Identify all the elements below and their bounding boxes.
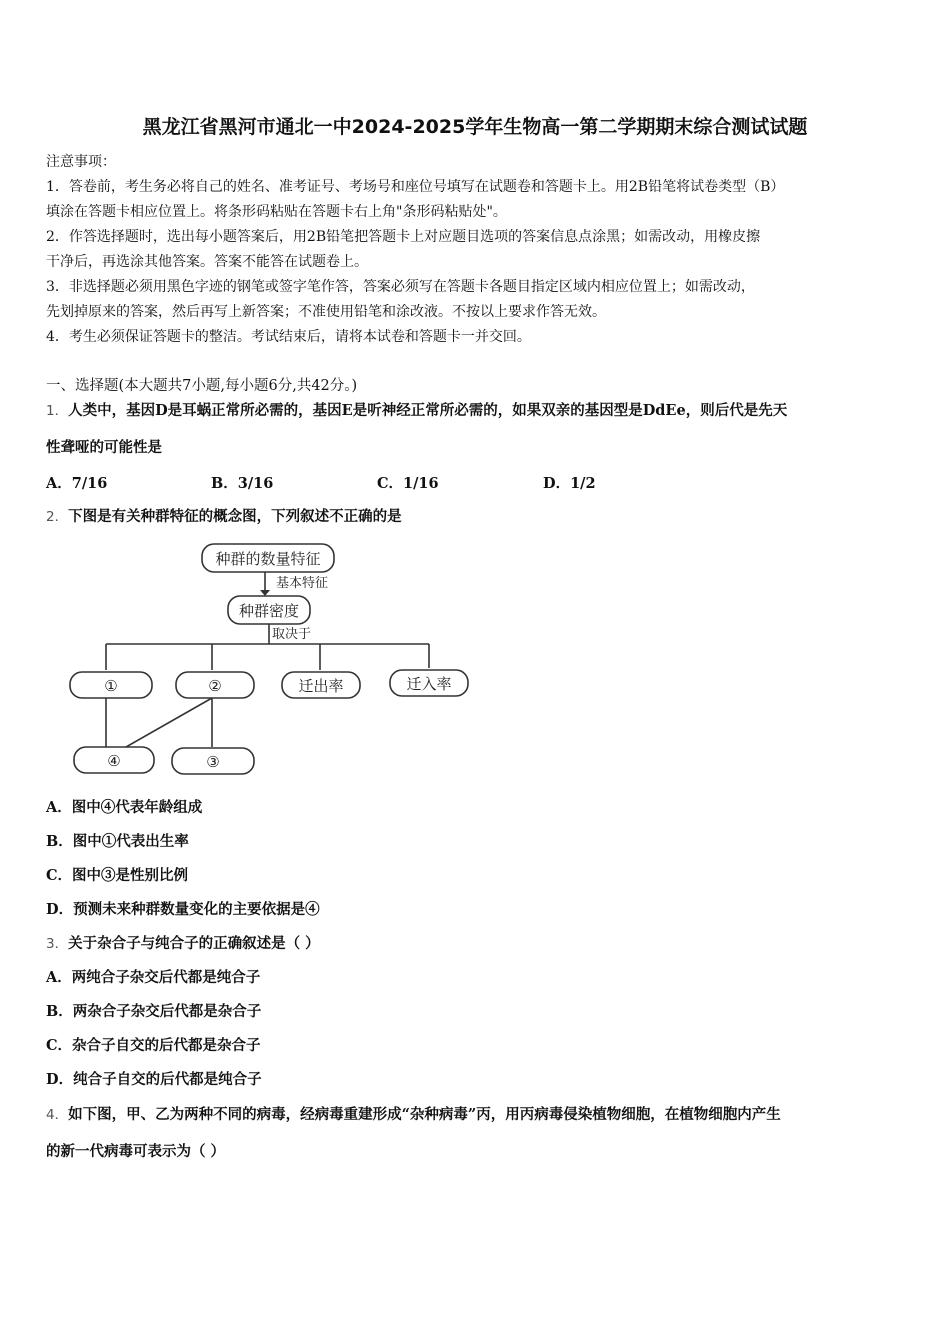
- top-box-label: 种群的数量特征: [215, 550, 321, 568]
- option-d: D．1/2: [543, 475, 596, 492]
- question-text: 关于杂合子与纯合子的正确叙述是（ ）: [68, 935, 320, 952]
- notice-item: 1．答卷前，考生务必将自己的姓名、准考证号、考场号和座位号填写在试题卷和答题卡上。用2B铅笔将试卷类型（B）: [46, 179, 785, 195]
- notice-item: 2．作答选择题时，选出每小题答案后，用2B铅笔把答题卡上对应题目选项的答案信息点涂黑；如需改动，用橡皮擦: [46, 229, 761, 245]
- q2-option-c: C．图中③是性别比例: [46, 867, 189, 884]
- section-heading: 一、选择题(本大题共7小题,每小题6分,共42分。): [46, 378, 358, 394]
- question-text-cont: 性聋哑的可能性是: [46, 439, 162, 456]
- q2-option-d: D．预测未来种群数量变化的主要依据是④: [46, 901, 320, 918]
- q3-option-c: C．杂合子自交的后代都是杂合子: [46, 1037, 261, 1054]
- q3-option-d: D．纯合子自交的后代都是纯合子: [46, 1071, 262, 1088]
- immigration-label: 迁入率: [406, 675, 452, 693]
- q2-option-a: A．图中④代表年龄组成: [46, 799, 203, 816]
- notice-heading: 注意事项：: [46, 154, 116, 170]
- notice-item: 3．非选择题必须用黑色字迹的钢笔或签字笔作答，答案必须写在答题卡各题目指定区域内相应位置上；如需改动，: [46, 279, 755, 295]
- question-4: [46, 1105, 908, 1125]
- question-number: 2．: [46, 509, 69, 525]
- question-text-cont: 的新一代病毒可表示为（ ）: [46, 1143, 226, 1160]
- notice-item: 先划掉原来的答案，然后再写上新答案；不准使用铅笔和涂改液。不按以上要求作答无效。: [46, 304, 606, 320]
- question-3: [46, 934, 908, 954]
- notice-item: 干净后，再选涂其他答案。答案不能答在试题卷上。: [46, 254, 368, 270]
- exam-title: 黑龙江省黑河市通北一中2024-2025学年生物高一第二学期期末综合测试试题: [142, 116, 808, 138]
- q1-options: [46, 472, 908, 492]
- emigration-label: 迁出率: [298, 677, 344, 695]
- question-text: 如下图，甲、乙为两种不同的病毒，经病毒重建形成“杂种病毒”丙，用丙病毒侵染植物细胞，在植物细胞内产生: [68, 1106, 781, 1123]
- question-text: 下图是有关种群特征的概念图，下列叙述不正确的是: [68, 508, 402, 525]
- q2-option-b: B．图中①代表出生率: [46, 833, 189, 850]
- q3-option-b: B．两杂合子杂交后代都是杂合子: [46, 1003, 262, 1020]
- question-1: [46, 401, 908, 421]
- box-1-label: ①: [104, 677, 118, 695]
- box-4-label: ④: [107, 752, 121, 770]
- option-c: C．1/16: [377, 475, 439, 492]
- edge-label-basic: 基本特征: [276, 576, 329, 591]
- box-2-label: ②: [208, 677, 222, 695]
- box-3-label: ③: [206, 753, 220, 771]
- notice-item: 填涂在答题卡相应位置上。将条形码粘贴在答题卡右上角"条形码粘贴处"。: [46, 204, 507, 220]
- population-concept-diagram: [62, 536, 482, 781]
- notice-item: 4．考生必须保证答题卡的整洁。考试结束后，请将本试卷和答题卡一并交回。: [46, 329, 531, 345]
- option-b: B．3/16: [211, 475, 274, 492]
- mid-box-label: 种群密度: [238, 602, 300, 620]
- question-text: 人类中，基因D是耳蜗正常所必需的，基因E是听神经正常所必需的，如果双亲的基因型是DdEe，则后代是先天: [68, 402, 788, 419]
- q3-option-a: A．两纯合子杂交后代都是纯合子: [46, 969, 261, 986]
- question-number: 3．: [46, 936, 69, 952]
- question-2: [46, 507, 908, 527]
- question-number: 1．: [46, 403, 69, 419]
- question-number: 4．: [46, 1107, 69, 1123]
- option-a: A．7/16: [46, 475, 108, 492]
- edge-label-depends: 取决于: [272, 627, 312, 642]
